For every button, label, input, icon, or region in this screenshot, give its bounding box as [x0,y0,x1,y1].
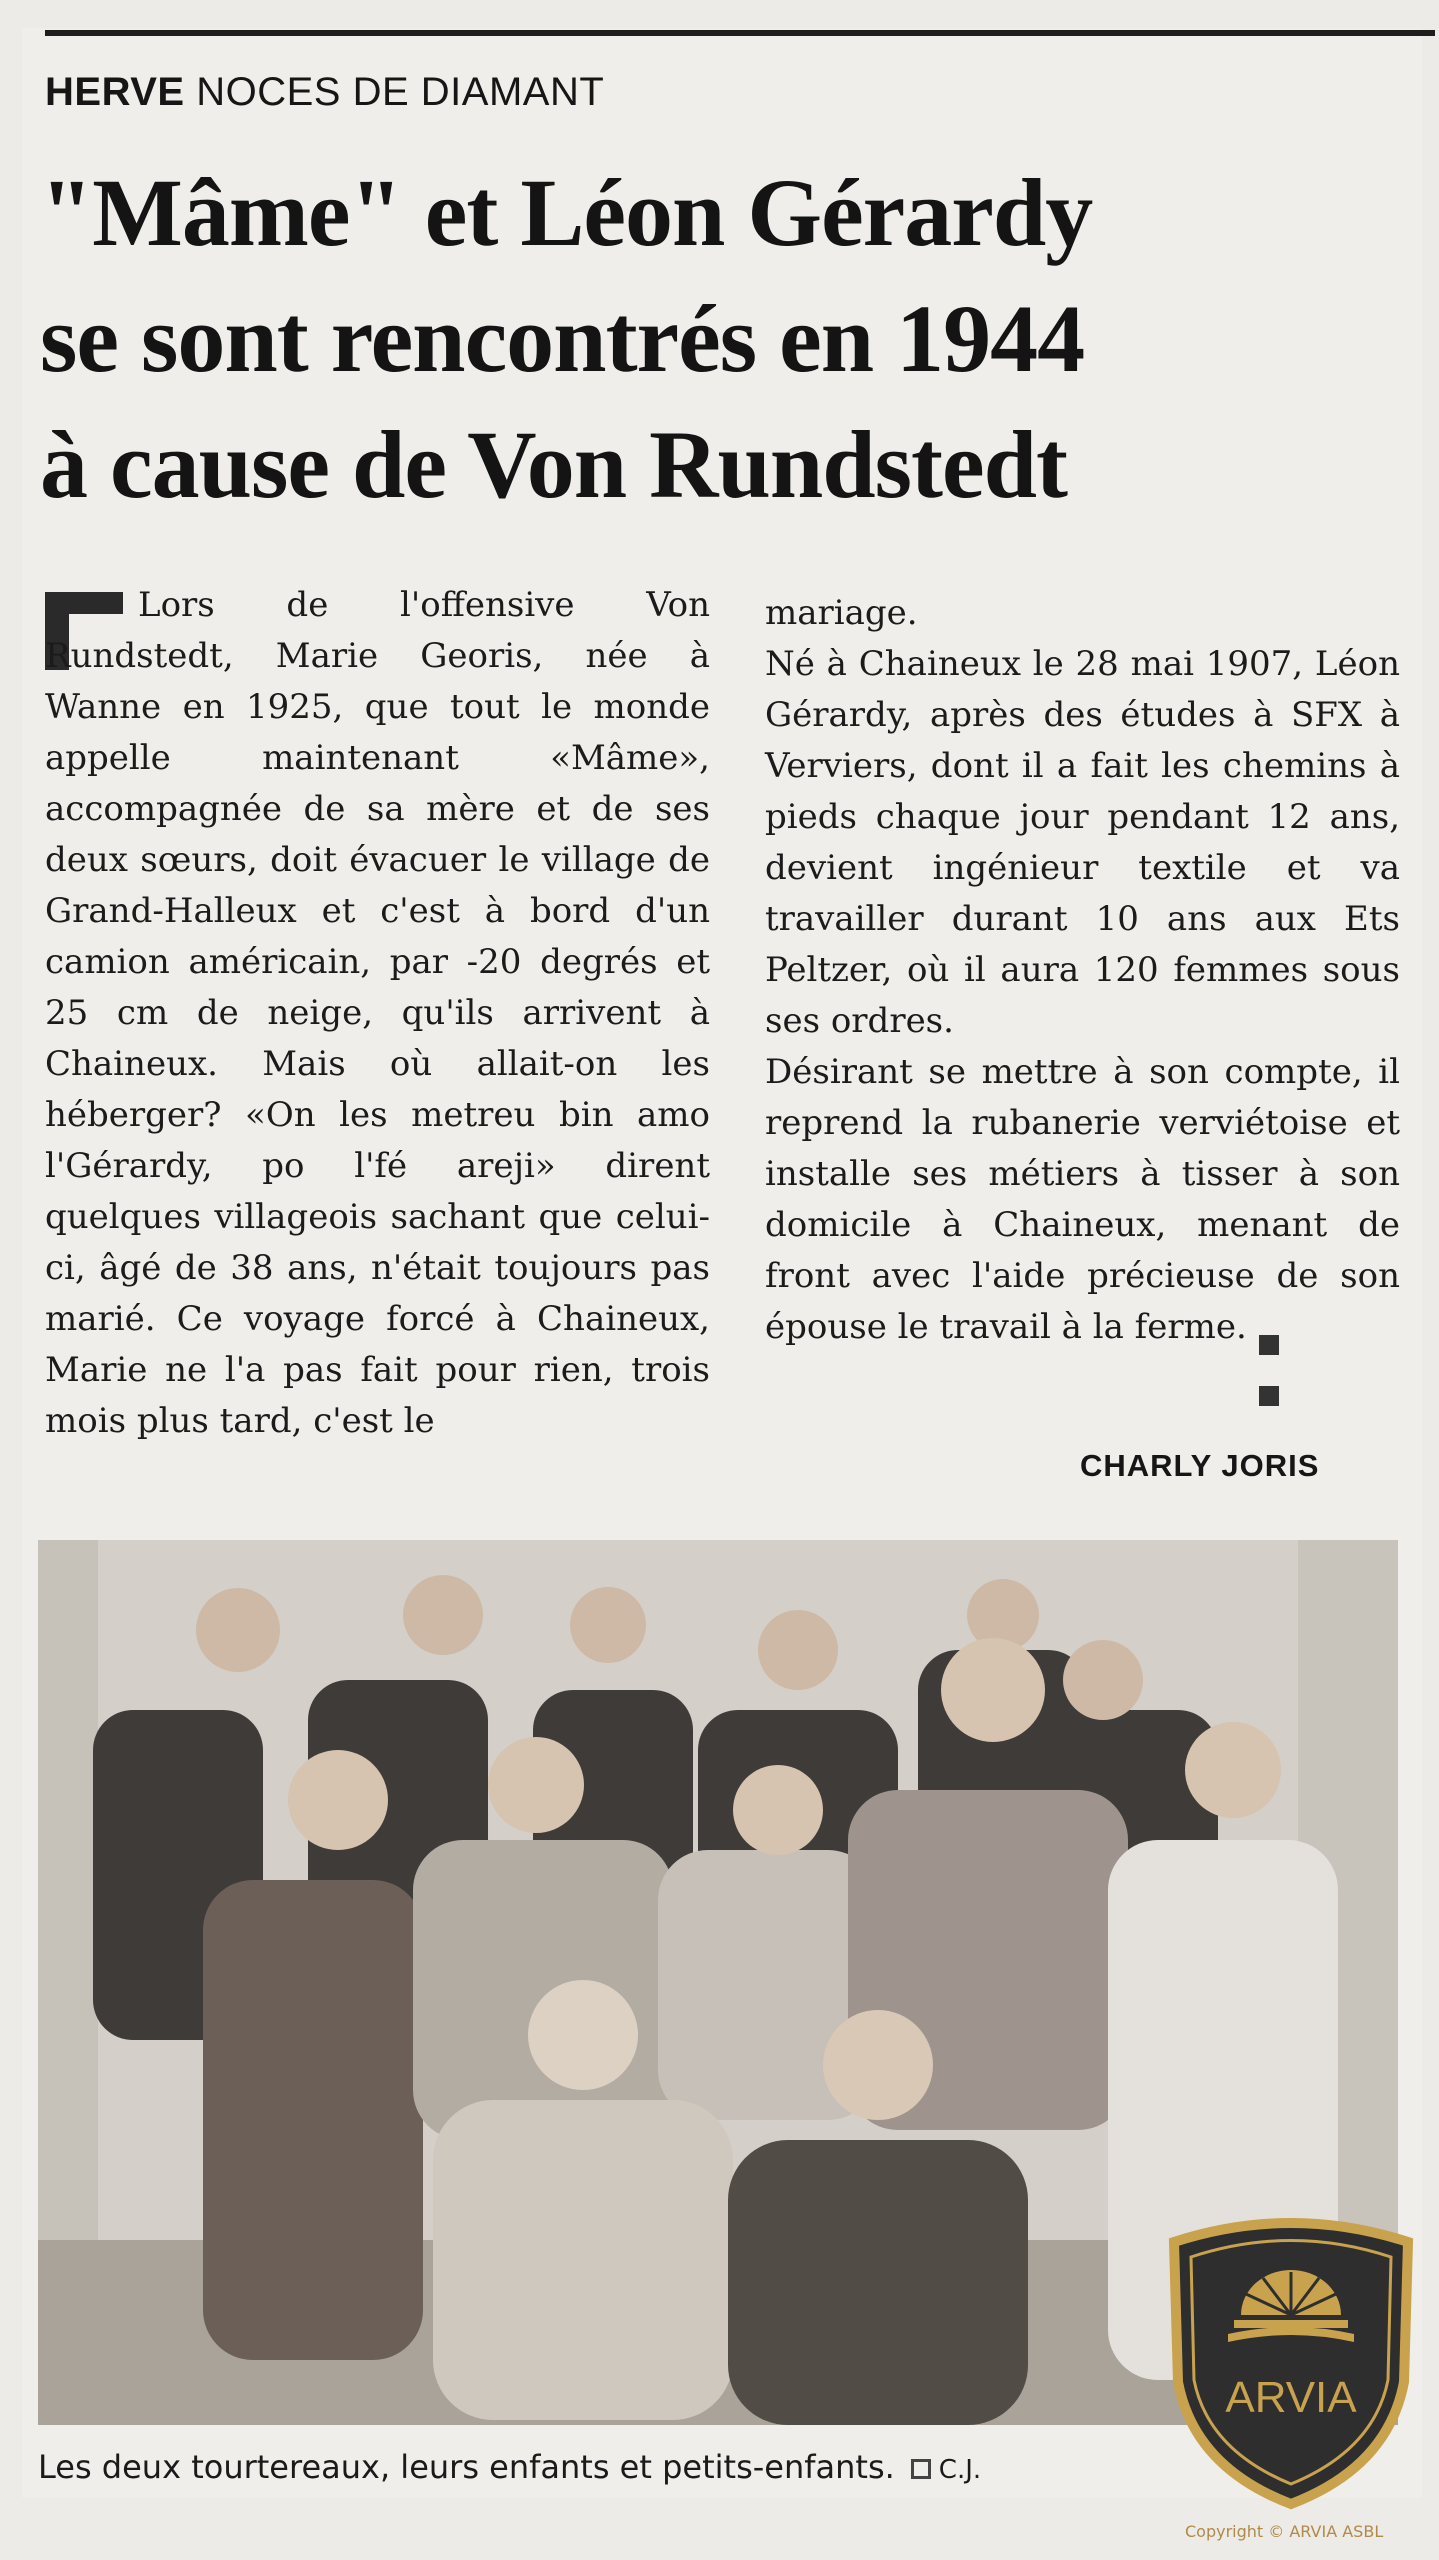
article-paragraph: Né à Chaineux le 28 mai 1907, Léon Gérardy, après des études à SFX à Verviers, dont il a fait les chemins à pieds chaque jour pendant 12 ans, devient ingénieur textile et va travailler durant 10 ans aux Ets Peltzer, où il aura 120 femmes sous ses ordres. [765,644,1400,1041]
caption-text: Les deux tourtereaux, leurs enfants et petits-enfants. [38,2448,895,2486]
article-column-left [45,580,710,1447]
copyright-notice: Copyright © ARVIA ASBL [1185,2522,1384,2541]
headline [40,150,1420,528]
credit-square-icon [911,2459,931,2479]
headline-line-2: se sont rencontrés en 1944 [40,285,1085,392]
article-paragraph-text: Désirant se mettre à son compte, il reprend la rubanerie verviétoise et installe ses métiers à tisser à son domicile à Chaineux, menant de front avec l'aide précieuse de son épouse le travail à la ferme. [765,1052,1400,1347]
article-column-right [765,588,1400,1353]
article-paragraph: mariage. [765,593,918,633]
headline-line-3: à cause de Von Rundstedt [40,411,1067,518]
headline-line-1: "Mâme" et Léon Gérardy [40,159,1093,266]
section-kicker [45,70,604,115]
photo-credit: C.J. [938,2455,982,2485]
kicker-topic: NOCES DE DIAMANT [196,70,605,114]
byline: CHARLY JORIS [1080,1448,1320,1483]
seal-logo-text: ARVIA [1225,2373,1357,2422]
kicker-place: HERVE [45,70,185,114]
top-rule [45,30,1435,36]
article-paragraph: Lors de l'offensive Von Rundstedt, Marie Georis, née à Wanne en 1925, que tout le monde appelle maintenant «Mâme», accompagnée de sa mère et de ses deux sœurs, doit évacuer le village de Grand-Halleux et c'est à bord d'un camion américain, par -20 degrés et 25 cm de neige, qu'ils arrivent à Chaineux. Mais où allait-on les héberger? «On les metreu bin amo l'Gérardy, po l'fé areji» dirent quelques villageois sachant que celui-ci, âgé de 38 ans, n'était toujours pas marié. Ce voyage forcé à Chaineux, Marie ne l'a pas fait pour rien, trois mois plus tard, c'est le [45,585,710,1441]
arvia-seal-logo [1158,2212,1424,2512]
article-paragraph [765,1047,1400,1353]
end-of-article-icon [1259,1319,1307,1339]
photo-caption [38,2448,981,2486]
